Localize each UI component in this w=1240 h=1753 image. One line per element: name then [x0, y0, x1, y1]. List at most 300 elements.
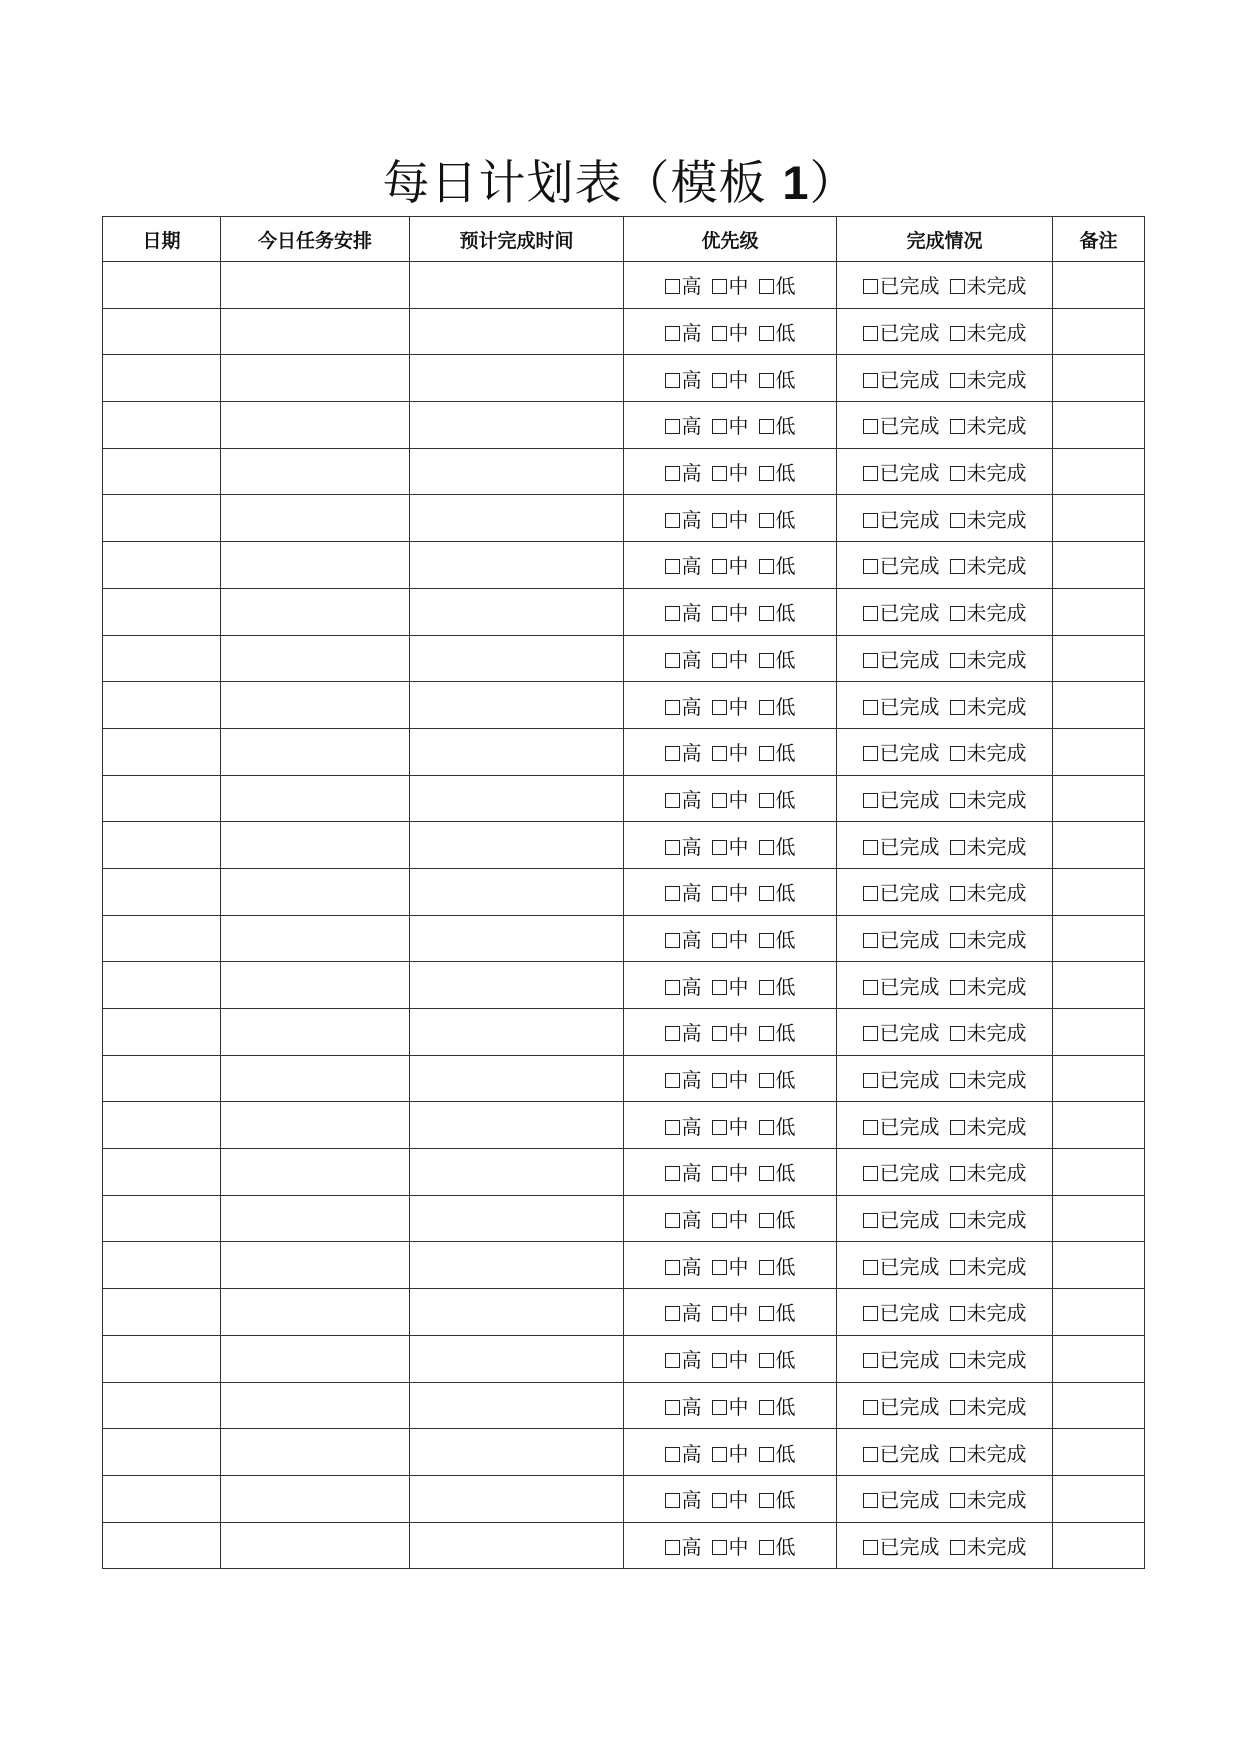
- task-cell[interactable]: [221, 402, 410, 449]
- date-cell[interactable]: [103, 1195, 221, 1242]
- priority-medium-option[interactable]: [712, 597, 749, 626]
- task-cell[interactable]: [221, 822, 410, 869]
- priority-high-option[interactable]: [665, 924, 702, 953]
- checkbox-icon[interactable]: [759, 886, 774, 901]
- status-not-done-option[interactable]: [950, 1204, 1027, 1233]
- priority-high-option[interactable]: [665, 504, 702, 533]
- priority-high-option[interactable]: [665, 1484, 702, 1513]
- notes-cell[interactable]: [1053, 542, 1145, 589]
- priority-low-option[interactable]: [759, 1438, 796, 1467]
- date-cell[interactable]: [103, 588, 221, 635]
- notes-cell[interactable]: [1053, 495, 1145, 542]
- task-cell[interactable]: [221, 1382, 410, 1429]
- checkbox-icon[interactable]: [950, 886, 965, 901]
- checkbox-icon[interactable]: [759, 1166, 774, 1181]
- notes-cell[interactable]: [1053, 1429, 1145, 1476]
- eta-cell[interactable]: [410, 355, 624, 402]
- checkbox-icon[interactable]: [863, 373, 878, 388]
- priority-medium-option[interactable]: [712, 270, 749, 299]
- priority-low-option[interactable]: [759, 597, 796, 626]
- priority-low-option[interactable]: [759, 831, 796, 860]
- notes-cell[interactable]: [1053, 962, 1145, 1009]
- status-done-option[interactable]: [863, 1297, 940, 1326]
- checkbox-icon[interactable]: [712, 933, 727, 948]
- priority-medium-option[interactable]: [712, 457, 749, 486]
- priority-high-option[interactable]: [665, 737, 702, 766]
- task-cell[interactable]: [221, 495, 410, 542]
- priority-low-option[interactable]: [759, 691, 796, 720]
- priority-medium-option[interactable]: [712, 1297, 749, 1326]
- priority-low-option[interactable]: [759, 1251, 796, 1280]
- date-cell[interactable]: [103, 1102, 221, 1149]
- checkbox-icon[interactable]: [665, 373, 680, 388]
- checkbox-icon[interactable]: [950, 1026, 965, 1041]
- checkbox-icon[interactable]: [665, 606, 680, 621]
- priority-high-option[interactable]: [665, 317, 702, 346]
- task-cell[interactable]: [221, 1195, 410, 1242]
- task-cell[interactable]: [221, 262, 410, 309]
- priority-high-option[interactable]: [665, 644, 702, 673]
- status-done-option[interactable]: [863, 644, 940, 673]
- date-cell[interactable]: [103, 682, 221, 729]
- priority-medium-option[interactable]: [712, 550, 749, 579]
- checkbox-icon[interactable]: [863, 1120, 878, 1135]
- date-cell[interactable]: [103, 775, 221, 822]
- notes-cell[interactable]: [1053, 635, 1145, 682]
- checkbox-icon[interactable]: [759, 1026, 774, 1041]
- date-cell[interactable]: [103, 1429, 221, 1476]
- checkbox-icon[interactable]: [759, 700, 774, 715]
- checkbox-icon[interactable]: [863, 700, 878, 715]
- checkbox-icon[interactable]: [759, 1073, 774, 1088]
- priority-medium-option[interactable]: [712, 644, 749, 673]
- checkbox-icon[interactable]: [665, 326, 680, 341]
- status-done-option[interactable]: [863, 1204, 940, 1233]
- status-done-option[interactable]: [863, 1111, 940, 1140]
- checkbox-icon[interactable]: [712, 1540, 727, 1555]
- status-done-option[interactable]: [863, 1017, 940, 1046]
- eta-cell[interactable]: [410, 1242, 624, 1289]
- checkbox-icon[interactable]: [759, 419, 774, 434]
- checkbox-icon[interactable]: [665, 1447, 680, 1462]
- task-cell[interactable]: [221, 1522, 410, 1569]
- checkbox-icon[interactable]: [665, 933, 680, 948]
- task-cell[interactable]: [221, 868, 410, 915]
- task-cell[interactable]: [221, 1149, 410, 1196]
- status-not-done-option[interactable]: [950, 1017, 1027, 1046]
- task-cell[interactable]: [221, 308, 410, 355]
- date-cell[interactable]: [103, 868, 221, 915]
- eta-cell[interactable]: [410, 495, 624, 542]
- checkbox-icon[interactable]: [712, 279, 727, 294]
- checkbox-icon[interactable]: [950, 933, 965, 948]
- checkbox-icon[interactable]: [759, 279, 774, 294]
- priority-low-option[interactable]: [759, 1391, 796, 1420]
- eta-cell[interactable]: [410, 822, 624, 869]
- priority-high-option[interactable]: [665, 364, 702, 393]
- checkbox-icon[interactable]: [863, 513, 878, 528]
- notes-cell[interactable]: [1053, 1102, 1145, 1149]
- checkbox-icon[interactable]: [712, 1026, 727, 1041]
- checkbox-icon[interactable]: [863, 793, 878, 808]
- status-not-done-option[interactable]: [950, 1157, 1027, 1186]
- checkbox-icon[interactable]: [665, 513, 680, 528]
- status-done-option[interactable]: [863, 877, 940, 906]
- priority-medium-option[interactable]: [712, 784, 749, 813]
- priority-high-option[interactable]: [665, 1251, 702, 1280]
- priority-low-option[interactable]: [759, 877, 796, 906]
- priority-low-option[interactable]: [759, 737, 796, 766]
- date-cell[interactable]: [103, 308, 221, 355]
- task-cell[interactable]: [221, 962, 410, 1009]
- status-done-option[interactable]: [863, 504, 940, 533]
- eta-cell[interactable]: [410, 588, 624, 635]
- eta-cell[interactable]: [410, 682, 624, 729]
- task-cell[interactable]: [221, 635, 410, 682]
- status-not-done-option[interactable]: [950, 410, 1027, 439]
- checkbox-icon[interactable]: [863, 1260, 878, 1275]
- checkbox-icon[interactable]: [759, 933, 774, 948]
- priority-high-option[interactable]: [665, 784, 702, 813]
- notes-cell[interactable]: [1053, 1522, 1145, 1569]
- checkbox-icon[interactable]: [665, 840, 680, 855]
- checkbox-icon[interactable]: [712, 373, 727, 388]
- priority-medium-option[interactable]: [712, 1111, 749, 1140]
- eta-cell[interactable]: [410, 728, 624, 775]
- priority-high-option[interactable]: [665, 1531, 702, 1560]
- priority-high-option[interactable]: [665, 1204, 702, 1233]
- status-not-done-option[interactable]: [950, 270, 1027, 299]
- priority-low-option[interactable]: [759, 550, 796, 579]
- date-cell[interactable]: [103, 402, 221, 449]
- checkbox-icon[interactable]: [759, 559, 774, 574]
- eta-cell[interactable]: [410, 262, 624, 309]
- status-not-done-option[interactable]: [950, 504, 1027, 533]
- checkbox-icon[interactable]: [863, 980, 878, 995]
- checkbox-icon[interactable]: [950, 1166, 965, 1181]
- priority-high-option[interactable]: [665, 1391, 702, 1420]
- checkbox-icon[interactable]: [712, 466, 727, 481]
- status-not-done-option[interactable]: [950, 877, 1027, 906]
- checkbox-icon[interactable]: [759, 466, 774, 481]
- priority-medium-option[interactable]: [712, 691, 749, 720]
- status-not-done-option[interactable]: [950, 1391, 1027, 1420]
- status-not-done-option[interactable]: [950, 831, 1027, 860]
- date-cell[interactable]: [103, 1009, 221, 1056]
- notes-cell[interactable]: [1053, 262, 1145, 309]
- checkbox-icon[interactable]: [712, 1260, 727, 1275]
- checkbox-icon[interactable]: [759, 1540, 774, 1555]
- priority-medium-option[interactable]: [712, 1484, 749, 1513]
- checkbox-icon[interactable]: [759, 1447, 774, 1462]
- checkbox-icon[interactable]: [950, 980, 965, 995]
- checkbox-icon[interactable]: [863, 1447, 878, 1462]
- eta-cell[interactable]: [410, 1055, 624, 1102]
- checkbox-icon[interactable]: [759, 840, 774, 855]
- status-done-option[interactable]: [863, 1484, 940, 1513]
- eta-cell[interactable]: [410, 1009, 624, 1056]
- status-done-option[interactable]: [863, 597, 940, 626]
- priority-medium-option[interactable]: [712, 1251, 749, 1280]
- checkbox-icon[interactable]: [863, 1540, 878, 1555]
- task-cell[interactable]: [221, 1102, 410, 1149]
- notes-cell[interactable]: [1053, 1475, 1145, 1522]
- task-cell[interactable]: [221, 1475, 410, 1522]
- checkbox-icon[interactable]: [712, 746, 727, 761]
- checkbox-icon[interactable]: [863, 1166, 878, 1181]
- checkbox-icon[interactable]: [950, 1073, 965, 1088]
- status-not-done-option[interactable]: [950, 784, 1027, 813]
- checkbox-icon[interactable]: [665, 653, 680, 668]
- notes-cell[interactable]: [1053, 402, 1145, 449]
- task-cell[interactable]: [221, 728, 410, 775]
- checkbox-icon[interactable]: [950, 700, 965, 715]
- eta-cell[interactable]: [410, 1382, 624, 1429]
- checkbox-icon[interactable]: [759, 793, 774, 808]
- priority-high-option[interactable]: [665, 550, 702, 579]
- task-cell[interactable]: [221, 1242, 410, 1289]
- eta-cell[interactable]: [410, 1149, 624, 1196]
- status-done-option[interactable]: [863, 831, 940, 860]
- eta-cell[interactable]: [410, 448, 624, 495]
- eta-cell[interactable]: [410, 308, 624, 355]
- checkbox-icon[interactable]: [665, 1166, 680, 1181]
- status-not-done-option[interactable]: [950, 550, 1027, 579]
- checkbox-icon[interactable]: [950, 326, 965, 341]
- priority-high-option[interactable]: [665, 457, 702, 486]
- checkbox-icon[interactable]: [863, 559, 878, 574]
- eta-cell[interactable]: [410, 1429, 624, 1476]
- date-cell[interactable]: [103, 1522, 221, 1569]
- checkbox-icon[interactable]: [712, 793, 727, 808]
- date-cell[interactable]: [103, 1289, 221, 1336]
- checkbox-icon[interactable]: [863, 419, 878, 434]
- checkbox-icon[interactable]: [759, 326, 774, 341]
- checkbox-icon[interactable]: [950, 373, 965, 388]
- checkbox-icon[interactable]: [950, 279, 965, 294]
- status-done-option[interactable]: [863, 691, 940, 720]
- checkbox-icon[interactable]: [863, 1026, 878, 1041]
- priority-low-option[interactable]: [759, 1531, 796, 1560]
- checkbox-icon[interactable]: [950, 1213, 965, 1228]
- checkbox-icon[interactable]: [863, 1306, 878, 1321]
- checkbox-icon[interactable]: [950, 1353, 965, 1368]
- eta-cell[interactable]: [410, 542, 624, 589]
- checkbox-icon[interactable]: [863, 1213, 878, 1228]
- status-done-option[interactable]: [863, 364, 940, 393]
- checkbox-icon[interactable]: [950, 1493, 965, 1508]
- checkbox-icon[interactable]: [759, 373, 774, 388]
- checkbox-icon[interactable]: [712, 653, 727, 668]
- priority-high-option[interactable]: [665, 1017, 702, 1046]
- priority-high-option[interactable]: [665, 831, 702, 860]
- checkbox-icon[interactable]: [712, 1306, 727, 1321]
- checkbox-icon[interactable]: [712, 980, 727, 995]
- checkbox-icon[interactable]: [712, 559, 727, 574]
- date-cell[interactable]: [103, 1149, 221, 1196]
- checkbox-icon[interactable]: [712, 1353, 727, 1368]
- priority-low-option[interactable]: [759, 971, 796, 1000]
- checkbox-icon[interactable]: [950, 513, 965, 528]
- checkbox-icon[interactable]: [759, 1400, 774, 1415]
- priority-low-option[interactable]: [759, 270, 796, 299]
- eta-cell[interactable]: [410, 962, 624, 1009]
- checkbox-icon[interactable]: [759, 1260, 774, 1275]
- status-done-option[interactable]: [863, 410, 940, 439]
- priority-medium-option[interactable]: [712, 1017, 749, 1046]
- checkbox-icon[interactable]: [863, 606, 878, 621]
- notes-cell[interactable]: [1053, 1149, 1145, 1196]
- priority-low-option[interactable]: [759, 784, 796, 813]
- checkbox-icon[interactable]: [665, 1120, 680, 1135]
- eta-cell[interactable]: [410, 1475, 624, 1522]
- status-done-option[interactable]: [863, 1157, 940, 1186]
- status-not-done-option[interactable]: [950, 971, 1027, 1000]
- priority-low-option[interactable]: [759, 1157, 796, 1186]
- priority-medium-option[interactable]: [712, 737, 749, 766]
- checkbox-icon[interactable]: [863, 653, 878, 668]
- status-done-option[interactable]: [863, 784, 940, 813]
- checkbox-icon[interactable]: [759, 653, 774, 668]
- checkbox-icon[interactable]: [863, 1400, 878, 1415]
- status-done-option[interactable]: [863, 971, 940, 1000]
- priority-low-option[interactable]: [759, 1484, 796, 1513]
- priority-low-option[interactable]: [759, 504, 796, 533]
- task-cell[interactable]: [221, 682, 410, 729]
- date-cell[interactable]: [103, 448, 221, 495]
- task-cell[interactable]: [221, 1009, 410, 1056]
- priority-high-option[interactable]: [665, 691, 702, 720]
- priority-medium-option[interactable]: [712, 924, 749, 953]
- notes-cell[interactable]: [1053, 308, 1145, 355]
- checkbox-icon[interactable]: [863, 326, 878, 341]
- notes-cell[interactable]: [1053, 1009, 1145, 1056]
- checkbox-icon[interactable]: [712, 606, 727, 621]
- status-not-done-option[interactable]: [950, 1438, 1027, 1467]
- checkbox-icon[interactable]: [665, 1306, 680, 1321]
- notes-cell[interactable]: [1053, 822, 1145, 869]
- checkbox-icon[interactable]: [665, 1493, 680, 1508]
- status-done-option[interactable]: [863, 1064, 940, 1093]
- status-not-done-option[interactable]: [950, 317, 1027, 346]
- checkbox-icon[interactable]: [665, 466, 680, 481]
- date-cell[interactable]: [103, 1242, 221, 1289]
- checkbox-icon[interactable]: [950, 466, 965, 481]
- checkbox-icon[interactable]: [665, 886, 680, 901]
- notes-cell[interactable]: [1053, 915, 1145, 962]
- task-cell[interactable]: [221, 1055, 410, 1102]
- eta-cell[interactable]: [410, 775, 624, 822]
- task-cell[interactable]: [221, 355, 410, 402]
- priority-medium-option[interactable]: [712, 971, 749, 1000]
- notes-cell[interactable]: [1053, 448, 1145, 495]
- status-done-option[interactable]: [863, 924, 940, 953]
- checkbox-icon[interactable]: [712, 419, 727, 434]
- checkbox-icon[interactable]: [950, 606, 965, 621]
- priority-low-option[interactable]: [759, 644, 796, 673]
- checkbox-icon[interactable]: [863, 933, 878, 948]
- priority-high-option[interactable]: [665, 1344, 702, 1373]
- priority-high-option[interactable]: [665, 270, 702, 299]
- notes-cell[interactable]: [1053, 868, 1145, 915]
- priority-low-option[interactable]: [759, 1017, 796, 1046]
- notes-cell[interactable]: [1053, 682, 1145, 729]
- checkbox-icon[interactable]: [950, 1400, 965, 1415]
- date-cell[interactable]: [103, 915, 221, 962]
- priority-low-option[interactable]: [759, 317, 796, 346]
- notes-cell[interactable]: [1053, 1382, 1145, 1429]
- status-not-done-option[interactable]: [950, 691, 1027, 720]
- date-cell[interactable]: [103, 635, 221, 682]
- priority-low-option[interactable]: [759, 410, 796, 439]
- checkbox-icon[interactable]: [665, 419, 680, 434]
- checkbox-icon[interactable]: [863, 1073, 878, 1088]
- checkbox-icon[interactable]: [712, 840, 727, 855]
- checkbox-icon[interactable]: [950, 559, 965, 574]
- checkbox-icon[interactable]: [712, 1166, 727, 1181]
- priority-high-option[interactable]: [665, 597, 702, 626]
- task-cell[interactable]: [221, 448, 410, 495]
- task-cell[interactable]: [221, 775, 410, 822]
- checkbox-icon[interactable]: [759, 1353, 774, 1368]
- checkbox-icon[interactable]: [863, 279, 878, 294]
- priority-low-option[interactable]: [759, 364, 796, 393]
- priority-low-option[interactable]: [759, 457, 796, 486]
- priority-medium-option[interactable]: [712, 831, 749, 860]
- priority-low-option[interactable]: [759, 924, 796, 953]
- task-cell[interactable]: [221, 1429, 410, 1476]
- eta-cell[interactable]: [410, 1522, 624, 1569]
- checkbox-icon[interactable]: [665, 559, 680, 574]
- eta-cell[interactable]: [410, 1289, 624, 1336]
- status-not-done-option[interactable]: [950, 1064, 1027, 1093]
- date-cell[interactable]: [103, 822, 221, 869]
- task-cell[interactable]: [221, 1289, 410, 1336]
- priority-high-option[interactable]: [665, 1297, 702, 1326]
- checkbox-icon[interactable]: [712, 1447, 727, 1462]
- checkbox-icon[interactable]: [665, 1213, 680, 1228]
- checkbox-icon[interactable]: [950, 1447, 965, 1462]
- task-cell[interactable]: [221, 588, 410, 635]
- eta-cell[interactable]: [410, 868, 624, 915]
- notes-cell[interactable]: [1053, 1055, 1145, 1102]
- checkbox-icon[interactable]: [950, 1120, 965, 1135]
- task-cell[interactable]: [221, 542, 410, 589]
- checkbox-icon[interactable]: [712, 1073, 727, 1088]
- date-cell[interactable]: [103, 1382, 221, 1429]
- status-done-option[interactable]: [863, 457, 940, 486]
- checkbox-icon[interactable]: [950, 1260, 965, 1275]
- checkbox-icon[interactable]: [712, 1120, 727, 1135]
- checkbox-icon[interactable]: [950, 793, 965, 808]
- status-done-option[interactable]: [863, 1531, 940, 1560]
- checkbox-icon[interactable]: [950, 840, 965, 855]
- status-done-option[interactable]: [863, 1251, 940, 1280]
- checkbox-icon[interactable]: [665, 1260, 680, 1275]
- priority-high-option[interactable]: [665, 1157, 702, 1186]
- status-done-option[interactable]: [863, 1391, 940, 1420]
- checkbox-icon[interactable]: [863, 1493, 878, 1508]
- priority-medium-option[interactable]: [712, 1344, 749, 1373]
- notes-cell[interactable]: [1053, 728, 1145, 775]
- date-cell[interactable]: [103, 1055, 221, 1102]
- priority-low-option[interactable]: [759, 1297, 796, 1326]
- checkbox-icon[interactable]: [950, 653, 965, 668]
- date-cell[interactable]: [103, 355, 221, 402]
- priority-high-option[interactable]: [665, 410, 702, 439]
- status-not-done-option[interactable]: [950, 737, 1027, 766]
- checkbox-icon[interactable]: [712, 886, 727, 901]
